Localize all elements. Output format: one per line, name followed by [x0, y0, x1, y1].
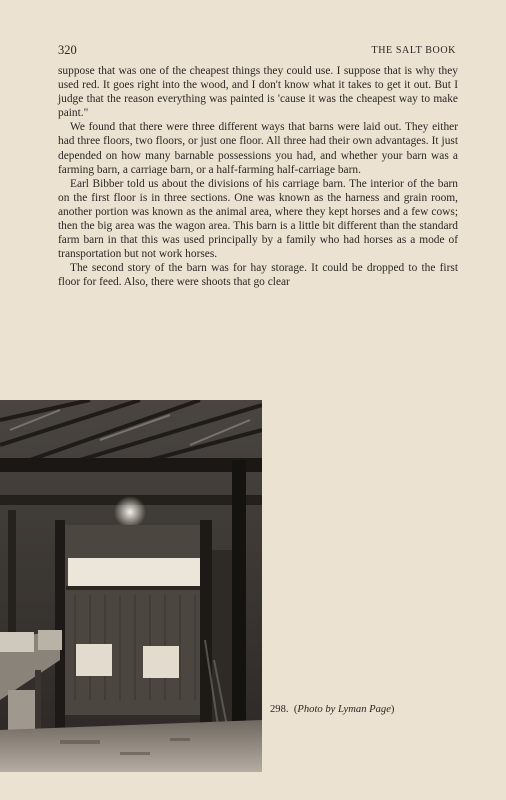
- photo-credit-close: ): [390, 704, 395, 715]
- paragraph: The second story of the barn was for hay storage. It could be dropped to the first floor for feed. Also, there were shoots that go clear: [58, 262, 458, 289]
- page-number: 320: [58, 43, 77, 57]
- paragraph: We found that there were three different ways that barns were laid out. They either had three floors, two floors, or just one floor. All three had their own advantages. It just depended on how many barnable possessions you had, and whether your barn was a farming barn, a carriage barn, or a half-farming half-carriage barn.: [58, 121, 458, 176]
- photo-credit: Photo by Lyman Page: [297, 704, 391, 715]
- running-head: THE SALT BOOK: [371, 45, 456, 56]
- figure-number: 298.: [270, 704, 289, 715]
- photo-credit-open: (: [293, 704, 298, 715]
- body-text: [58, 64, 458, 290]
- figure-caption: [270, 704, 394, 715]
- paragraph: suppose that was one of the cheapest things they could use. I suppose that is why they used red. It goes right into the wood, and I don't know what it takes to get it out. But I judge that the reason everything was painted is 'cause it was the cheapest way to make paint.": [58, 65, 458, 120]
- paragraph: Earl Bibber told us about the divisions of his carriage barn. The interior of the barn on the first floor is in three sections. One was known as the harness and grain room, another portion was known as the animal area, where they kept horses and a few cows; then the big area was the wagon area. This barn is a little bit different than the standard farm barn in that this was used principally by a family who had horses as a mode of transportation but not work horses.: [58, 177, 458, 261]
- barn-interior-photo: [0, 400, 262, 772]
